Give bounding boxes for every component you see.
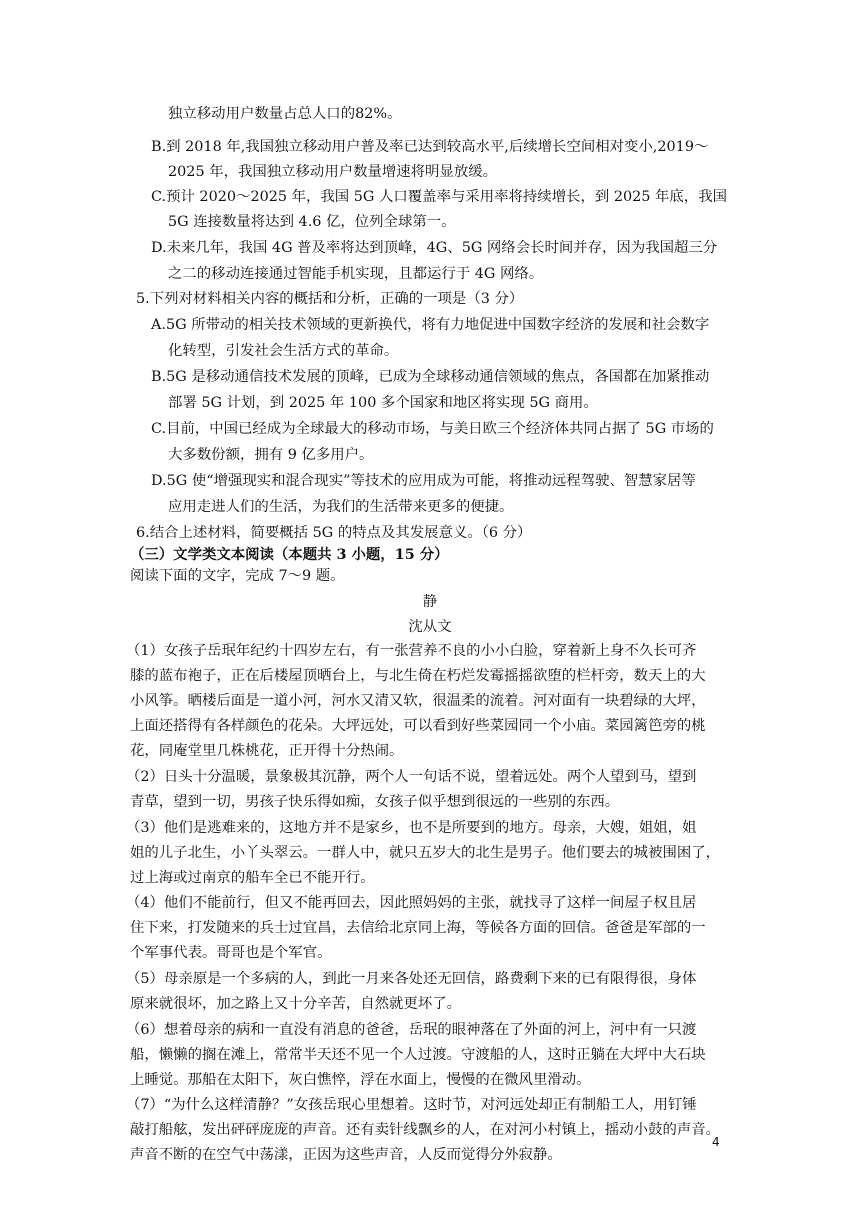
q4-option-c-line2: 5G 连接数量将达到 4.6 亿，位列全球第一。 bbox=[168, 214, 456, 230]
paragraph-1-line: 上面还搭得有各样颜色的花朵。大坪远处，可以看到好些菜园同一个小庙。菜园篱笆旁的桃 bbox=[130, 718, 706, 734]
paragraph-1-line: （1）女孩子岳珉年纪约十四岁左右，有一张营养不良的小小白脸，穿着新上身不久长可齐 bbox=[126, 643, 697, 659]
q5-option-b-line1: B.5G 是移动通信技术发展的顶峰，已成为全球移动通信领域的焦点，各国都在加紧推动 bbox=[151, 369, 710, 385]
paragraph-7-line: 声音不断的在空气中荡漾，正因为这些声音，人反而觉得分外寂静。 bbox=[130, 1147, 562, 1163]
q5-option-c-line2: 大多数份额，拥有 9 亿多用户。 bbox=[168, 447, 374, 463]
q5-option-b-line2: 部署 5G 计划，到 2025 年 100 多个国家和地区将实现 5G 商用。 bbox=[168, 395, 598, 411]
q4-option-b-line2: 2025 年，我国独立移动用户数量增速将明显放缓。 bbox=[168, 164, 498, 180]
q4-option-d-line2: 之二的移动连接通过智能手机实现，且都运行于 4G 网络。 bbox=[168, 266, 544, 282]
paragraph-3-line: 姐的儿子北生，小丫头翠云。一群人中，就只五岁大的北生是男子。他们要去的城被围困了， bbox=[130, 845, 721, 861]
paragraph-4-line: （4）他们不能前行，但又不能再回去，因此照妈妈的主张，就找寻了这样一间屋子权且居 bbox=[126, 895, 697, 911]
q4-option-c-line1: C.预计 2020～2025 年，我国 5G 人口覆盖率与采用率将持续增长，到 2025 年底，我国 bbox=[151, 189, 727, 205]
q5-option-a-line2: 化转型，引发社会生活方式的革命。 bbox=[168, 343, 399, 359]
paragraph-6-line: 上睡觉。那船在太阳下，灰白憔悴，浮在水面上，慢慢的在微风里滑动。 bbox=[130, 1072, 591, 1088]
paragraph-5-line: 原来就很坏，加之路上又十分辛苦，自然就更坏了。 bbox=[130, 996, 461, 1012]
q4-option-a-continuation: 独立移动用户数量占总人口的82%。 bbox=[168, 106, 402, 122]
q5-option-a-line1: A.5G 所带动的相关技术领域的更新换代，将有力地促进中国数字经济的发展和社会数字 bbox=[151, 317, 710, 333]
q5-option-d-line2: 应用走进人们的生活，为我们的生活带来更多的便捷。 bbox=[168, 499, 514, 515]
paragraph-6-line: （6）想着母亲的病和一直没有消息的爸爸，岳珉的眼神落在了外面的河上，河中有一只渡 bbox=[126, 1022, 697, 1038]
q5-stem: 5.下列对材料相关内容的概括和分析，正确的一项是（3 分） bbox=[136, 291, 524, 307]
q4-option-b-line1: B.到 2018 年,我国独立移动用户普及率已达到较高水平,后续增长空间相对变小,2019～ bbox=[151, 139, 709, 155]
q5-option-d-line1: D.5G 使“增强现实和混合现实”等技术的应用成为可能，将推动远程驾驶、智慧家居等 bbox=[151, 473, 696, 489]
page-number: 4 bbox=[712, 1135, 720, 1149]
q6-stem: 6.结合上述材料，简要概括 5G 的特点及其发展意义。（6 分） bbox=[136, 525, 532, 541]
paragraph-4-line: 住下来，打发随来的兵士过宜昌，去信给北京同上海，等候各方面的回信。爸爸是军部的一 bbox=[130, 920, 706, 936]
section-heading: （三）文学类文本阅读（本题共 3 小题，15 分） bbox=[130, 546, 449, 563]
paragraph-1-line: 膝的蓝布袍子，正在后楼屋顶晒台上，与北生倚在朽烂发霉摇摇欲堕的栏杆旁，数天上的大 bbox=[130, 668, 706, 684]
paragraph-7-line: 敲打船舷，发出砰砰庞庞的声音。还有卖针线飘乡的人，在对河小村镇上，摇动小鼓的声音。 bbox=[130, 1122, 721, 1138]
paragraph-2-line: （2）日头十分温暖，景象极其沉静，两个人一句话不说，望着远处。两个人望到马，望到 bbox=[126, 769, 697, 785]
paragraph-1-line: 小风筝。晒楼后面是一道小河，河水又清又软，很温柔的流着。河对面有一块碧绿的大坪， bbox=[130, 693, 706, 709]
paragraph-3-line: （3）他们是逃难来的，这地方并不是家乡，也不是所要到的地方。母亲，大嫂，姐姐，姐 bbox=[126, 820, 697, 836]
paragraph-4-line: 个军事代表。哥哥也是个军官。 bbox=[130, 945, 332, 961]
paragraph-7-line: （7）“为什么这样清静？”女孩岳珉心里想着。这时节，对河远处却正有制船工人，用钉锤 bbox=[126, 1097, 697, 1113]
paragraph-3-line: 过上海或过南京的船车全已不能开行。 bbox=[130, 870, 375, 886]
paragraph-6-line: 船，懒懒的搁在滩上，常常半天还不见一个人过渡。守渡船的人，这时正躺在大坪中大石块 bbox=[130, 1047, 706, 1063]
paragraph-2-line: 青草，望到一切，男孩子快乐得如痴，女孩子似乎想到很远的一些别的东西。 bbox=[130, 794, 620, 810]
story-title: 静 bbox=[422, 594, 438, 610]
story-author: 沈从文 bbox=[408, 619, 452, 635]
q4-option-d-line1: D.未来几年，我国 4G 普及率将达到顶峰，4G、5G 网络会长时间并存，因为我国超三分 bbox=[151, 240, 718, 256]
section-instruction: 阅读下面的文字，完成 7～9 题。 bbox=[130, 568, 345, 584]
paragraph-1-line: 花，同庵堂里几株桃花，正开得十分热闹。 bbox=[130, 743, 404, 759]
q5-option-c-line1: C.目前，中国已经成为全球最大的移动市场，与美日欧三个经济体共同占据了 5G 市场的 bbox=[151, 421, 714, 437]
paragraph-5-line: （5）母亲原是一个多病的人，到此一月来各处还无回信，路费剩下来的已有限得很，身体 bbox=[126, 971, 697, 987]
